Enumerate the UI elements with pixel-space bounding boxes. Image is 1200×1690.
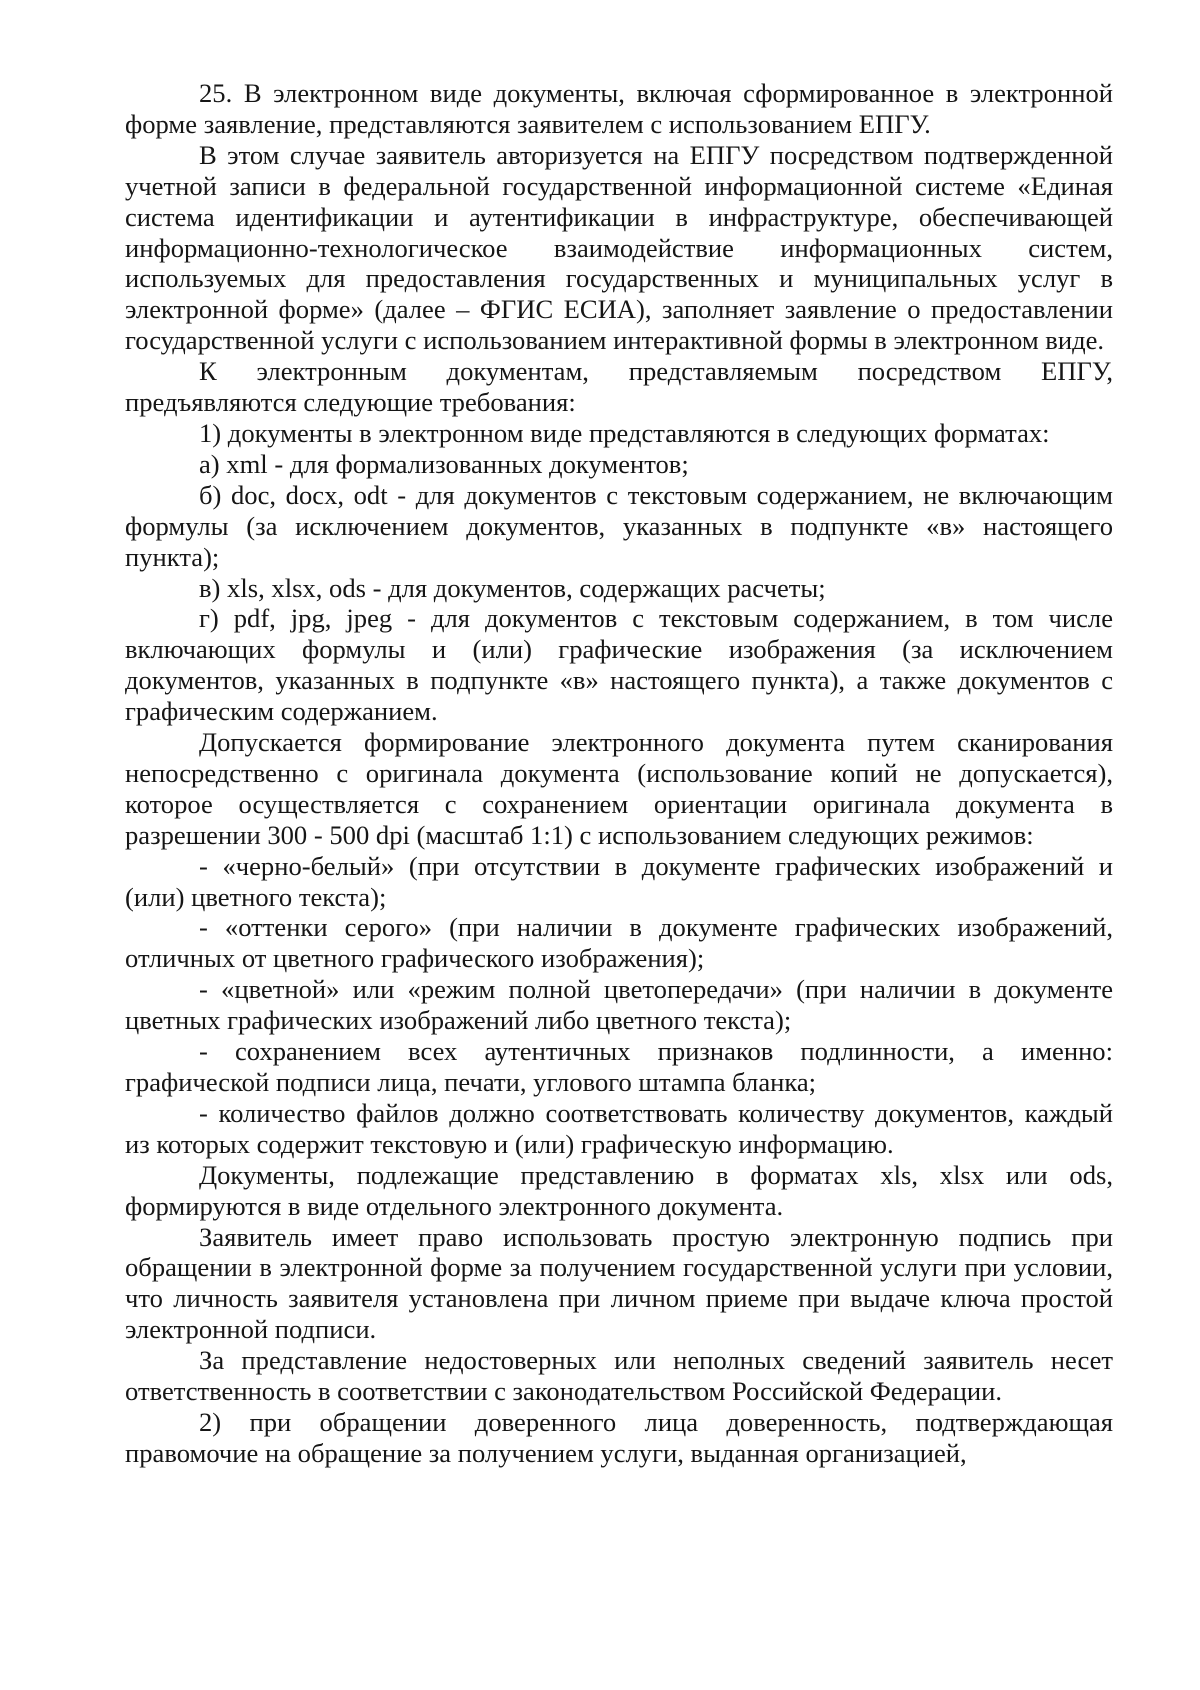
paragraph-responsibility: За представление недостоверных или неполных сведений заявитель несет ответственность в соответствии с законодательством Российской Федерации. (125, 1345, 1113, 1407)
paragraph-subitem-g: г) pdf, jpg, jpeg - для документов с текстовым содержанием, в том числе включающих формулы и (или) графические изображения (за исключением документов, указанных в подпункте «в» настоящего пункта), а также документов с графическим содержанием. (125, 603, 1113, 727)
paragraph-spreadsheets: Документы, подлежащие представлению в форматах xls, xlsx или ods, формируются в виде отдельного электронного документа. (125, 1159, 1113, 1221)
paragraph-subitem-a: а) xml - для формализованных документов; (199, 448, 689, 479)
paragraph-esia-authorization: В этом случае заявитель авторизуется на ЕПГУ посредством подтвержденной учетной записи в федеральной государственной информационной системе «Единая система идентификации и аутентификации в инфраструктуре, обеспечивающей информационно-технологическое взаимодействие информационных систем, используемых для предоставления государственных и муниципальных услуг в электронной форме» (далее – ФГИС ЕСИА), заполняет заявление о предоставлении государственной услуги с использованием интерактивной формы в электронном виде. (125, 139, 1113, 356)
paragraph-subitem-b: б) doc, docx, odt - для документов с текстовым содержанием, не включающим формулы (за исключением документов, указанных в подпункте «в» настоящего пункта); (125, 479, 1113, 572)
paragraph-scanning: Допускается формирование электронного документа путем сканирования непосредственно с оригинала документа (использование копий не допускается), которое осуществляется с сохранением ориентации оригинала документа в разрешении 300 - 500 dpi (масштаб 1:1) с использованием следующих режимов: (125, 727, 1113, 850)
paragraph-item-1-formats: 1) документы в электронном виде представляются в следующих форматах: (199, 417, 1050, 448)
list-item-color: - «цветной» или «режим полной цветопередачи» (при наличии в документе цветных графических изображений либо цветного текста); (125, 974, 1113, 1036)
paragraph-requirements-intro: К электронным документам, представляемым посредством ЕПГУ, предъявляются следующие требования: (125, 356, 1113, 418)
paragraph-item-2-proxy: 2) при обращении доверенного лица доверенность, подтверждающая правомочие на обращение за получением услуги, выданная организацией, (125, 1406, 1113, 1468)
paragraph-25-intro: 25. В электронном виде документы, включая сформированное в электронной форме заявление, представляются заявителем с использованием ЕПГУ. (125, 78, 1113, 139)
list-item-authenticity: - сохранением всех аутентичных признаков подлинности, а именно: графической подписи лица, печати, углового штампа бланка; (125, 1036, 1113, 1097)
list-item-grayscale: - «оттенки серого» (при наличии в документе графических изображений, отличных от цветного графического изображения); (125, 912, 1113, 974)
list-item-black-white: - «черно-белый» (при отсутствии в документе графических изображений и (или) цветного текста); (125, 850, 1113, 912)
paragraph-simple-signature: Заявитель имеет право использовать простую электронную подпись при обращении в электронной форме за получением государственной услуги при условии, что личность заявителя установлена при личном приеме при выдаче ключа простой электронной подписи. (125, 1221, 1113, 1345)
document-body (125, 78, 1113, 1469)
list-item-file-count: - количество файлов должно соответствовать количеству документов, каждый из которых содержит текстовую и (или) графическую информацию. (125, 1097, 1113, 1159)
paragraph-subitem-v: в) xls, xlsx, ods - для документов, содержащих расчеты; (199, 572, 826, 603)
